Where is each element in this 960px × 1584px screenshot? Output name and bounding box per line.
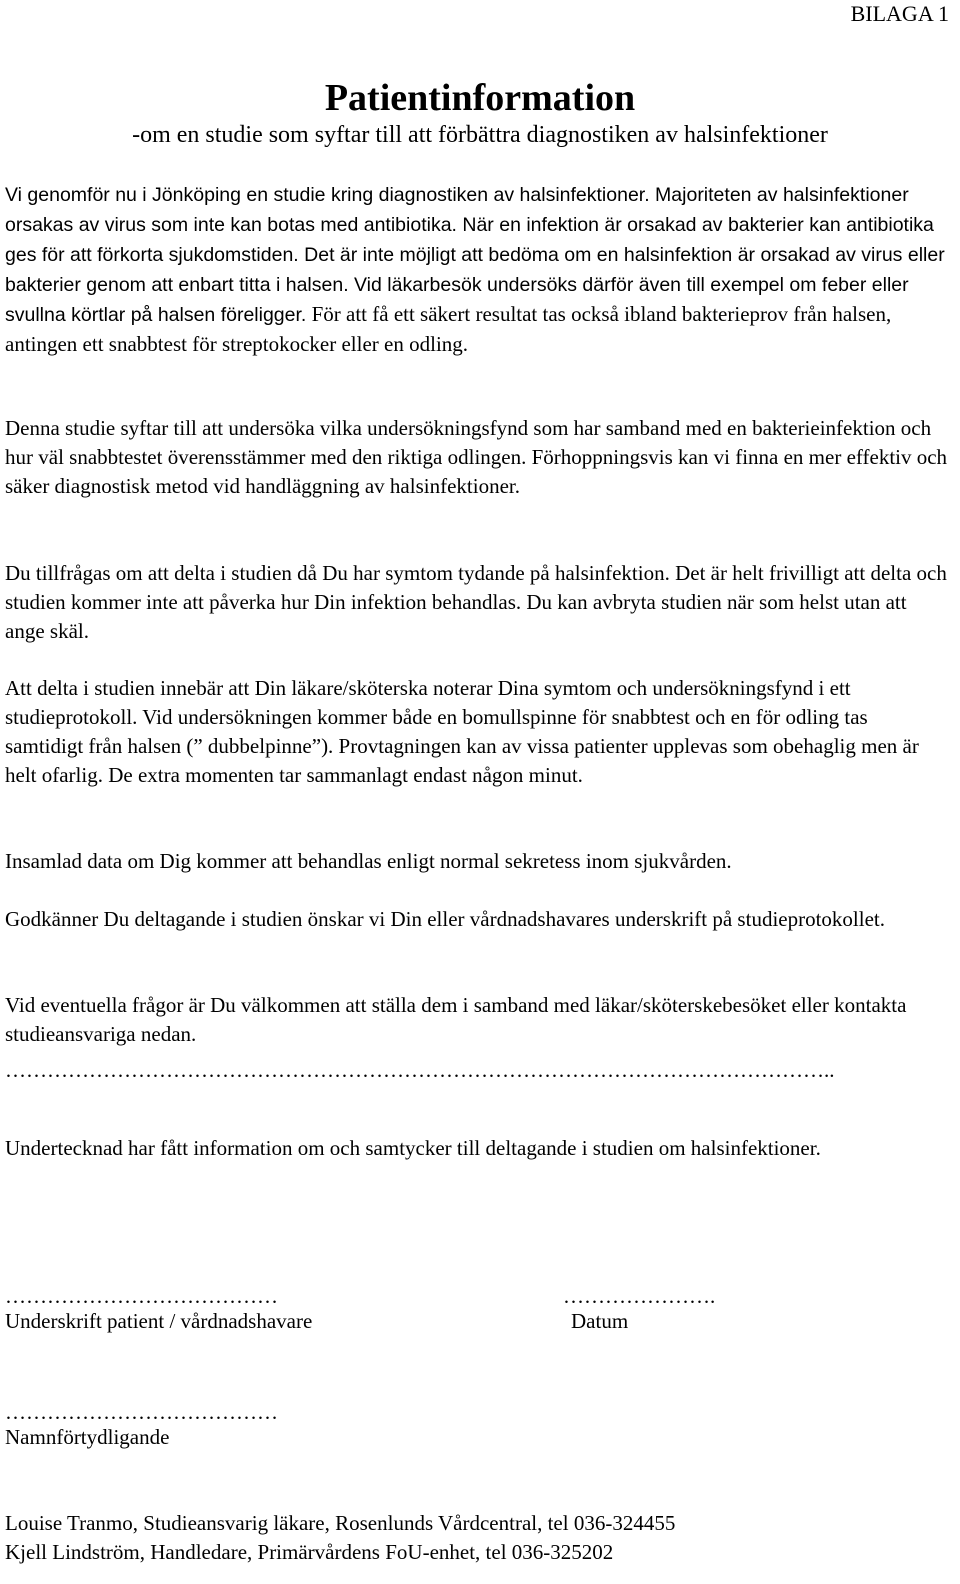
separator-line: ……………………………………………………………………………………………………….. bbox=[5, 1058, 835, 1082]
document-title: Patientinformation bbox=[324, 77, 636, 119]
participation-paragraph: Du tillfrågas om att delta i studien då Du har symtom tydande på halsinfektion. Det är helt frivilligt att delta och studien kommer inte att påverka hur Din infektion behandlas. Du kan avbryta studien när som helst utan att ange skäl. bbox=[5, 561, 947, 643]
questions-paragraph: Vid eventuella frågor är Du välkommen att ställa dem i samband med läkar/sköterskebesöket eller kontakta studieansvariga nedan. bbox=[5, 993, 907, 1046]
procedure-paragraph: Att delta i studien innebär att Din läkare/sköterska noterar Dina symtom och undersökningsfynd i ett studieprotokoll. Vid undersökningen kommer både en bomullspinne för snabbtest och en för odling tas samtidigt från halsen (” dubbelpinne”). Provtagningen kan av vissa patienter upplevas som obehaglig men är helt ofarlig. De extra momenten tar sammanlagt endast någon minut. bbox=[5, 676, 919, 787]
name-clarification-label: Namnförtydligande bbox=[5, 1425, 170, 1449]
name-clarification-line: ………………………………… bbox=[5, 1400, 278, 1424]
consent-request-paragraph: Godkänner Du deltagande i studien önskar vi Din eller vårdnadshavares underskrift på studieprotokollet. bbox=[5, 907, 886, 931]
study-purpose-paragraph: Denna studie syftar till att undersöka vilka undersökningsfynd som har samband med en bakterieinfektion och hur väl snabbtestet överensstämmer med den riktiga odlingen. Förhoppningsvis kan vi finna en mer effektiv och säker diagnostisk metod vid handläggning av halsinfektioner. bbox=[5, 416, 948, 498]
contact-supervisor: Kjell Lindström, Handledare, Primärvårdens FoU-enhet, tel 036-325202 bbox=[5, 1540, 614, 1564]
confidentiality-paragraph: Insamlad data om Dig kommer att behandlas enligt normal sekretess inom sjukvården. bbox=[5, 849, 732, 873]
consent-statement: Undertecknad har fått information om och samtycker till deltagande i studien om halsinfektioner. bbox=[5, 1136, 821, 1160]
appendix-label: BILAGA 1 bbox=[850, 1, 949, 26]
intro-text-sans: Vi genomför nu i Jönköping en studie kring diagnostiken av halsinfektioner. Majoriteten av halsinfektioner orsakas av virus som inte kan botas med antibiotika. När en infektion är orsakad av bakterier kan antibiotika ges för att förkorta sjukdomstiden. Det är inte möjligt att bedöma om en halsinfektion är orsakad av virus eller bakterier genom att enbart titta i halsen. Vid läkarbesök undersöks därför även till exempel om feber eller svullna körtlar på halsen föreligger. bbox=[5, 184, 945, 326]
contact-study-lead: Louise Tranmo, Studieansvarig läkare, Rosenlunds Vårdcentral, tel 036-324455 bbox=[5, 1511, 676, 1535]
date-label: Datum bbox=[571, 1309, 629, 1333]
intro-paragraph bbox=[5, 180, 950, 359]
date-line: …………………. bbox=[563, 1284, 716, 1308]
patient-signature-line: ………………………………… bbox=[5, 1284, 278, 1308]
document-subtitle: -om en studie som syftar till att förbättra diagnostiken av halsinfektioner bbox=[132, 122, 828, 148]
intro-text-serif: För att få ett säkert resultat tas också ibland bakterieprov från halsen, antingen ett snabbtest för streptokocker eller en odling. bbox=[5, 302, 892, 356]
patient-signature-label: Underskrift patient / vårdnadshavare bbox=[5, 1309, 313, 1333]
